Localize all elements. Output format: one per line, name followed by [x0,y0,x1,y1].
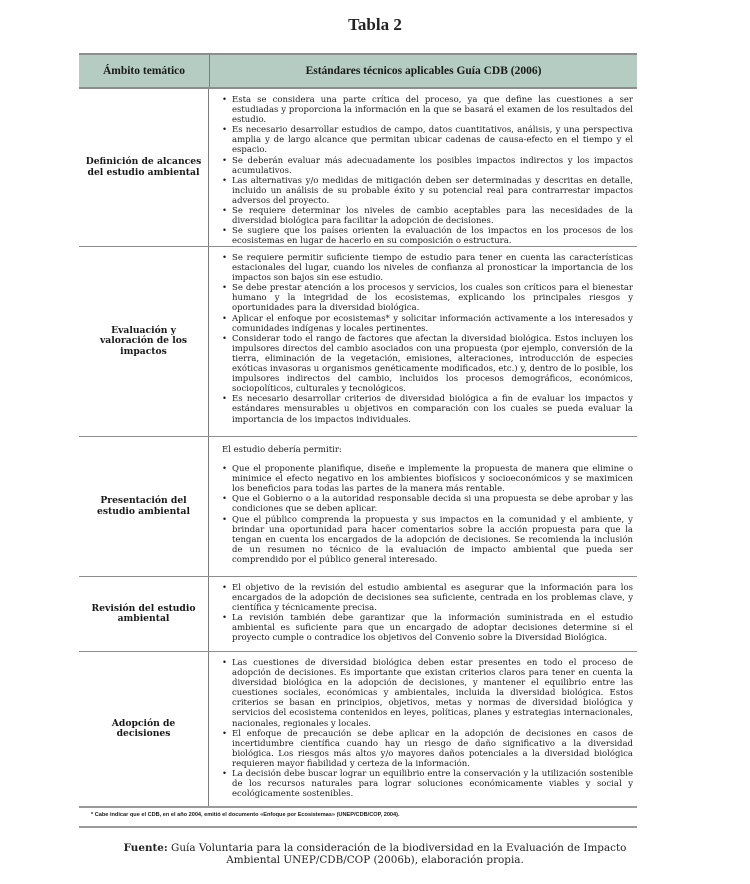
row-standards [209,89,637,246]
list-item: • Que el público comprenda la propuesta y sus impactos en la comunidad y el ambiente, y brindar una oportunidad para hacer comentarios sobre la acción propuesta para que la tengan en cuenta los encargados de la adopción de decisiones. Se recomienda la inclusión de un resumen no técnico de la evaluación de impacto ambiental que pueda ser comprendido por el público general interesado. [232,515,633,565]
row-ambito: Evaluación y valoración de los impactos [79,247,209,436]
row-standards [209,437,637,576]
list-item: • Las alternativas y/o medidas de mitigación deben ser determinadas y descritas en detalle, incluido un análisis de su probable éxito y su potencial real para contrarrestar impactos adversos del proyecto. [232,176,633,206]
row-ambito: Definición de alcances del estudio ambiental [79,89,209,246]
table-row [79,247,637,437]
list-item: • Que el Gobierno o a la autoridad responsable decida si una propuesta se debe aprobar y las condiciones que se deben aplicar. [232,494,633,514]
list-item: • Las cuestiones de diversidad biológica deben estar presentes en todo el proceso de adopción de decisiones. Es importante que existan criterios claros para tener en cuenta la diversidad biológica en la adopción de decisiones, y mantener el equilibrio entre las cuestiones sociales, económicas y ambientales, incluida la diversidad biológica. Estos criterios se basan en principios, objetivos, metas y normas de diversidad biológica y servicios del ecosistema contenidos en leyes, políticas, planes y estrategias internacionales, nacionales, regionales y locales. [232,658,633,729]
list-item: • Aplicar el enfoque por ecosistemas* y solicitar información activamente a los interesados y comunidades indígenas y locales pertinentes. [232,314,633,334]
standards-list [222,253,633,425]
list-item: • La revisión también debe garantizar que la información suministrada en el estudio ambiental es suficiente para que un encargado de adoptar decisiones determine si el proyecto cumple o contradice los objetivos del Convenio sobre la Diversidad Biológica. [232,613,633,643]
list-item: • Se requiere permitir suficiente tiempo de estudio para tener en cuenta las características estacionales del lugar, cuando los niveles de confianza al pronosticar la importancia de los impactos son bajos sin ese estudio. [232,253,633,283]
list-item: • Considerar todo el rango de factores que afectan la diversidad biológica. Estos incluyen los impulsores directos del cambio asociados con una propuesta (por ejemplo, conversión de la tierra, eliminación de la vegetación, emisiones, alteraciones, introducción de especies exóticas invasoras u organismos genéticamente modificados, etc.) y, dentro de lo posible, los impulsores indirectos del cambio, incluidos los procesos demográficos, económicos, sociopolíticos, culturales y tecnológicos. [232,334,633,395]
source-label: Fuente: [123,842,168,854]
list-item: • Es necesario desarrollar criterios de diversidad biológica a fin de evaluar los impactos y estándares mensurables u objetivos en comparación con los cuales se pueda evaluar la importancia de los impactos individuales. [232,394,633,424]
table-row [79,652,637,808]
table-footnote: * Cabe indicar que el CDB, en el año 2004, emitió el documento «Enfoque por Ecosistemas» (UNEP/CDB/COP, 2004). [79,810,637,828]
row-standards [209,577,637,651]
table-row [79,89,637,247]
row-ambito: Presentación del estudio ambiental [79,437,209,576]
list-item: • Que el proponente planifique, diseñe e implemente la propuesta de manera que elimine o minimice el efecto negativo en los ambientes biofísicos y socioeconómicos y se maximicen los beneficios para todas las partes de la manera más rentable. [232,464,633,494]
list-item: • El enfoque de precaución se debe aplicar en la adopción de decisiones en casos de incertidumbre científica cuando hay un riesgo de daño significativo a la diversidad biológica. Los riesgos más altos y/o mayores daños potenciales a la diversidad biológica requieren mayor fiabilidad y certeza de la información. [232,729,633,769]
standards-list [222,464,633,565]
table-header [79,53,637,89]
row-intro: El estudio debería permitir: [222,445,342,455]
row-ambito: Adopción de decisiones [79,652,209,806]
header-ambito: Ámbito temático [79,55,210,87]
standards-table [79,53,637,808]
list-item: • Se sugiere que los países orienten la evaluación de los impactos en los procesos de los ecosistemas en lugar de hacerlo en su composición o estructura. [232,226,633,246]
standards-list [222,658,633,799]
table-row [79,577,637,652]
list-item: • Esta se considera una parte crítica del proceso, ya que define las cuestiones a ser estudiadas y proporciona la información en la que se basará el examen de los resultados del estudio. [232,95,633,125]
source-text-line2: Ambiental UNEP/CDB/COP (2006b), elaboración propia. [226,854,524,866]
row-ambito: Revisión del estudio ambiental [79,577,209,651]
list-item: • La decisión debe buscar lograr un equilibrio entre la conservación y la utilización sostenible de los recursos naturales para lograr soluciones económicamente viables y social y ecológicamente sostenibles. [232,769,633,799]
list-item: • Se requiere determinar los niveles de cambio aceptables para las necesidades de la diversidad biológica para facilitar la adopción de decisiones. [232,206,633,226]
source-caption [0,842,750,866]
list-item: • Se debe prestar atención a los procesos y servicios, los cuales son críticos para el bienestar humano y la integridad de los ecosistemas, explicando los principales riesgos y oportunidades para la diversidad biológica. [232,283,633,313]
row-standards [209,652,637,806]
list-item: • Se deberán evaluar más adecuadamente los posibles impactos indirectos y los impactos acumulativos. [232,156,633,176]
standards-list [222,583,633,644]
list-item: • El objetivo de la revisión del estudio ambiental es asegurar que la información para los encargados de la adopción de decisiones sea suficiente, centrada en los problemas clave, y científica y técnicamente precisa. [232,583,633,613]
list-item: • Es necesario desarrollar estudios de campo, datos cuantitativos, análisis, y una perspectiva amplia y de largo alcance que permitan ubicar cadenas de causa-efecto en el tiempo y el espacio. [232,125,633,155]
table-title: Tabla 2 [348,15,402,34]
header-estandares: Estándares técnicos aplicables Guía CDB (2006) [305,65,542,77]
table-row [79,437,637,577]
row-standards [209,247,637,436]
source-text-line1: Guía Voluntaria para la consideración de la biodiversidad en la Evaluación de Impacto [167,842,627,854]
standards-list [222,95,633,246]
